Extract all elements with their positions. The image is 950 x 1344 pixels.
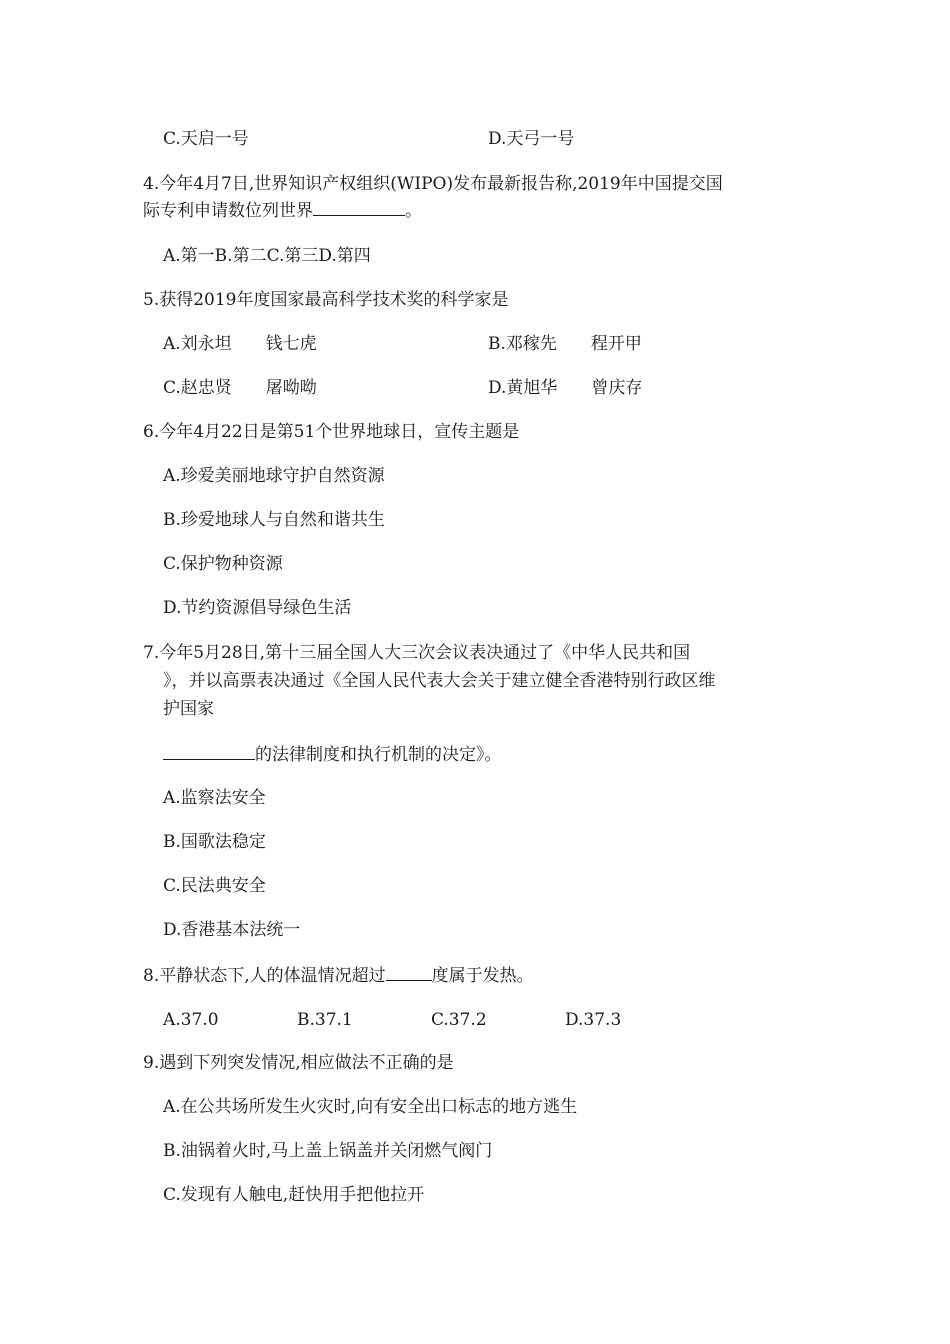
- q6-option-d: D.节约资源倡导绿色生活: [163, 598, 352, 618]
- q5-stem: 5.获得2019年度国家最高科学技术奖的科学家是: [143, 290, 509, 310]
- q7-option-c: C.民法典安全: [163, 876, 266, 896]
- q7-stem-text: 的法律制度和执行机制的决定》。: [255, 745, 502, 765]
- q7-stem-line3: 护国家: [163, 699, 214, 719]
- q8-stem: [143, 964, 534, 987]
- q7-stem-line2: 》，并以高票表决通过《全国人民代表大会关于建立健全香港特别行政区维: [163, 671, 716, 691]
- q3-option-c: C.天启一号: [163, 129, 249, 149]
- q7-stem-line1: 7.今年5月28日,第十三届全国人大三次会议表决通过了《中华人民共和国: [143, 643, 691, 663]
- q8-option-c: C.37.2: [431, 1010, 487, 1030]
- q4-stem-text: 际专利申请数位列世界: [143, 201, 313, 221]
- q8-stem-before: 8.平静状态下,人的体温情况超过: [143, 966, 386, 986]
- q5-option-d: D.黄旭华 曾庆存: [488, 378, 643, 398]
- q9-option-b: B.油锅着火时,马上盖上锅盖并关闭燃气阀门: [163, 1141, 493, 1161]
- q6-option-c: C.保护物种资源: [163, 554, 283, 574]
- q8-stem-after: 度属于发热。: [431, 966, 534, 986]
- q9-option-a: A.在公共场所发生火灾时,向有安全出口标志的地方逃生: [163, 1097, 578, 1117]
- q9-option-c: C.发现有人触电,赶快用手把他拉开: [163, 1185, 425, 1205]
- q6-option-b: B.珍爱地球人与自然和谐共生: [163, 510, 385, 530]
- q5-option-b: B.邓稼先 程开甲: [488, 334, 642, 354]
- q7-stem-line4: [163, 743, 502, 766]
- q4-stem-line2: [143, 199, 422, 222]
- q4-stem-line1: 4.今年4月7日,世界知识产权组织(WIPO)发布最新报告称,2019年中国提交国: [143, 174, 723, 194]
- q7-option-a: A.监察法安全: [163, 788, 266, 808]
- q4-options: A.第一B.第二C.第三D.第四: [163, 246, 371, 266]
- q5-option-c: C.赵忠贤 屠呦呦: [163, 378, 317, 398]
- q5-option-a: A.刘永坦 钱七虎: [163, 334, 317, 354]
- q7-option-d: D.香港基本法统一: [163, 920, 301, 940]
- q7-option-b: B.国歌法稳定: [163, 832, 266, 852]
- q3-option-d: D.天弓一号: [488, 129, 575, 149]
- q9-stem: 9.遇到下列突发情况,相应做法不正确的是: [143, 1053, 454, 1073]
- q6-option-a: A.珍爱美丽地球守护自然资源: [163, 466, 385, 486]
- q8-answer-blank: [386, 964, 432, 981]
- q8-option-a: A.37.0: [163, 1010, 219, 1030]
- q8-option-d: D.37.3: [565, 1010, 622, 1030]
- q8-option-b: B.37.1: [297, 1010, 353, 1030]
- q7-answer-blank: [163, 743, 255, 760]
- q6-stem: 6.今年4月22日是第51个世界地球日，宣传主题是: [143, 422, 520, 442]
- q4-answer-blank: [313, 199, 405, 216]
- q4-stem-end: 。: [405, 201, 422, 221]
